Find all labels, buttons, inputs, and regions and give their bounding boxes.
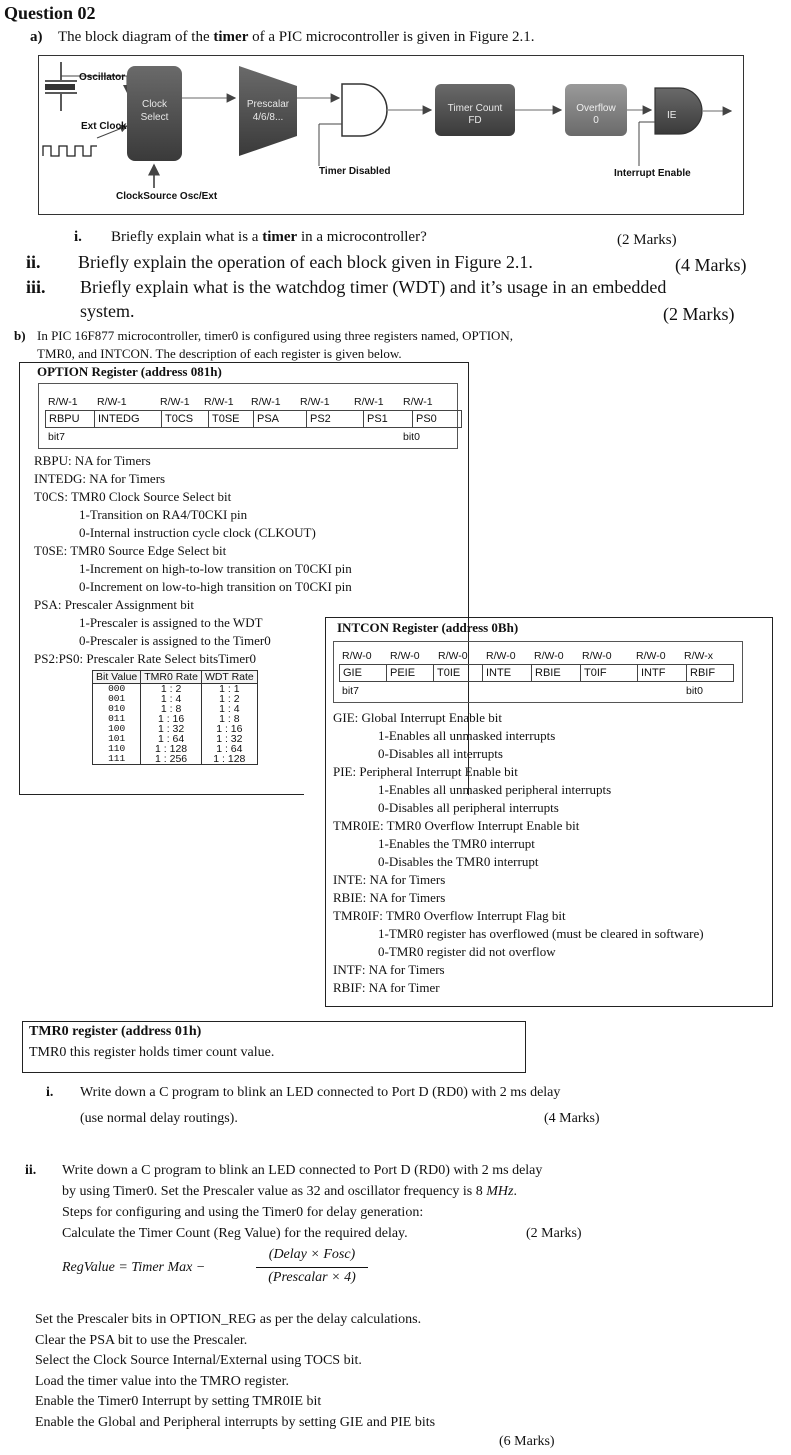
option-bit-cell-psa: PSA xyxy=(254,411,307,428)
prescaler-table-body xyxy=(93,684,258,765)
intcon-rw-label: R/W-x xyxy=(684,650,713,662)
intcon-rw-label: R/W-0 xyxy=(486,650,516,662)
q-a-i-number: i. xyxy=(74,229,82,245)
option-bit-table xyxy=(45,410,462,428)
label-ext-clock: Ext Clock xyxy=(81,121,127,132)
prescaler-table-cell: 101 xyxy=(93,734,141,744)
prescaler-table-cell: 1 : 64 xyxy=(141,734,202,744)
label-timer-count: Timer Count FD xyxy=(447,103,503,126)
option-desc-line: 1-Prescaler is assigned to the WDT xyxy=(79,615,263,630)
question-title: Question 02 xyxy=(4,3,96,23)
prescaler-table-cell: 1 : 64 xyxy=(201,744,257,754)
part-a-label: a) xyxy=(30,29,43,45)
option-desc-line: PSA: Prescaler Assignment bit xyxy=(34,597,194,612)
option-desc-line: PS2:PS0: Prescaler Rate Select bitsTimer0 xyxy=(34,651,256,666)
option-bit-cell-ps2: PS2 xyxy=(307,411,364,428)
intcon-desc-line: 0-Disables all interrupts xyxy=(378,746,503,761)
option-desc-line: 0-Internal instruction cycle clock (CLKOUT) xyxy=(79,525,316,540)
label-prescalar: Prescalar 4/6/8... xyxy=(246,99,290,123)
and-gate-interrupt-enable xyxy=(655,88,702,134)
q-b-i-text-2: (use normal delay routings). xyxy=(80,1111,238,1126)
prescaler-table-cell: 110 xyxy=(93,744,141,754)
option-bit7-label: bit7 xyxy=(48,431,65,443)
prescaler-table-cell: 1 : 16 xyxy=(141,714,202,724)
intcon-rw-label: R/W-0 xyxy=(438,650,468,662)
label-oscillator: Oscillator xyxy=(79,72,126,83)
prescaler-header-cell: Bit Value xyxy=(93,671,141,684)
formula-denominator: (Prescalar × 4) xyxy=(268,1270,356,1285)
q-a-iii-text-1: Briefly explain what is the watchdog timer (WDT) and it’s usage in an embedded xyxy=(80,277,667,297)
intcon-bit-table xyxy=(339,664,734,682)
intcon-bit-cell-gie: GIE xyxy=(340,665,387,682)
intcon-desc-line: INTE: NA for Timers xyxy=(333,872,446,887)
intcon-bit7-label: bit7 xyxy=(342,685,359,697)
option-bit-cell-t0se: T0SE xyxy=(209,411,254,428)
intcon-rw-label: R/W-0 xyxy=(390,650,420,662)
q-b-ii-marks-calc: (2 Marks) xyxy=(526,1226,582,1241)
q-b-ii-number: ii. xyxy=(25,1163,37,1178)
intcon-register-title: INTCON Register (address 0Bh) xyxy=(337,620,519,635)
q-b-ii-text-2: by using Timer0. Set the Prescaler value as 32 and oscillator frequency is 8 MHz. xyxy=(62,1184,517,1199)
q-b-ii-marks-final: (6 Marks) xyxy=(499,1434,555,1449)
q-a-i-marks: (2 Marks) xyxy=(617,232,677,248)
prescaler-table-cell: 1 : 4 xyxy=(141,694,202,704)
timer0-step-line: Load the timer value into the TMRO register. xyxy=(35,1373,290,1389)
timer0-step-line: Select the Clock Source Internal/External using TOCS bit. xyxy=(35,1353,362,1368)
intcon-bit0-label: bit0 xyxy=(686,685,703,697)
intcon-desc-line: 1-TMR0 register has overflowed (must be cleared in software) xyxy=(378,926,704,941)
diagram-svg xyxy=(39,56,742,213)
timer0-step-line: Set the Prescaler bits in OPTION_REG as per the delay calculations. xyxy=(35,1312,422,1327)
option-bit-row xyxy=(46,411,462,428)
prescaler-table-cell: 1 : 32 xyxy=(141,724,202,734)
q-b-ii-text-1: Write down a C program to blink an LED connected to Port D (RD0) with 2 ms delay xyxy=(62,1163,543,1178)
prescaler-rate-table xyxy=(92,670,258,765)
intcon-rw-label: R/W-0 xyxy=(342,650,372,662)
intcon-desc-line: INTF: NA for Timers xyxy=(333,962,445,977)
intcon-desc-line: TMR0IE: TMR0 Overflow Interrupt Enable bit xyxy=(333,818,580,833)
option-register-title: OPTION Register (address 081h) xyxy=(37,364,222,379)
timer0-step-line: Enable the Global and Peripheral interrupts by setting GIE and PIE bits xyxy=(35,1414,436,1430)
formula-lhs: RegValue = Timer Max − xyxy=(62,1260,206,1275)
label-ie: IE xyxy=(667,110,677,121)
prescaler-table-cell: 111 xyxy=(93,754,141,765)
intcon-bit-cell-t0ie: T0IE xyxy=(434,665,483,682)
q-b-ii-text-4: Calculate the Timer Count (Reg Value) for the required delay. xyxy=(62,1226,408,1241)
formula-fraction-bar xyxy=(256,1267,368,1268)
q-a-ii-text: Briefly explain the operation of each block given in Figure 2.1. xyxy=(78,252,533,272)
label-clock-select: Clock Select xyxy=(140,99,169,123)
option-desc-line: RBPU: NA for Timers xyxy=(34,453,151,468)
q-a-iii-marks: (2 Marks) xyxy=(663,304,735,324)
prescaler-table-cell: 1 : 128 xyxy=(201,754,257,765)
prescaler-table-cell: 000 xyxy=(93,684,141,695)
intcon-desc-line: 0-Disables the TMR0 interrupt xyxy=(378,854,539,869)
intcon-desc-line: TMR0IF: TMR0 Overflow Interrupt Flag bit xyxy=(333,908,566,923)
option-bit-cell-rbpu: RBPU xyxy=(46,411,95,428)
prescaler-table-cell: 1 : 8 xyxy=(201,714,257,724)
prescaler-table-cell: 1 : 128 xyxy=(141,744,202,754)
intcon-bit-row xyxy=(340,665,734,682)
intcon-desc-line: GIE: Global Interrupt Enable bit xyxy=(333,710,502,725)
formula-numerator: (Delay × Fosc) xyxy=(268,1247,356,1262)
label-overflow: Overflow 0 xyxy=(576,103,616,126)
prescaler-table-row xyxy=(93,754,258,765)
option-desc-line: T0SE: TMR0 Source Edge Select bit xyxy=(34,543,227,558)
prescaler-table-cell: 001 xyxy=(93,694,141,704)
option-rw-label: R/W-1 xyxy=(403,396,433,408)
part-b-label: b) xyxy=(14,328,26,343)
intcon-rw-label: R/W-0 xyxy=(534,650,564,662)
part-a-intro: The block diagram of the timer of a PIC microcontroller is given in Figure 2.1. xyxy=(58,29,535,45)
part-b-intro-2: TMR0, and INTCON. The description of each register is given below. xyxy=(37,346,402,361)
intcon-bit-cell-inte: INTE xyxy=(483,665,532,682)
q-a-iii-number: iii. xyxy=(26,277,46,297)
timer0-step-line: Enable the Timer0 Interrupt by setting TMR0IE bit xyxy=(35,1394,322,1409)
prescaler-table-cell: 1 : 8 xyxy=(141,704,202,714)
intcon-desc-line: 1-Enables all unmasked interrupts xyxy=(378,728,556,743)
option-bit-cell-ps0: PS0 xyxy=(413,411,462,428)
option-desc-line: INTEDG: NA for Timers xyxy=(34,471,166,486)
intcon-desc-line: RBIF: NA for Timer xyxy=(333,980,440,995)
q-b-i-text-1: Write down a C program to blink an LED connected to Port D (RD0) with 2 ms delay xyxy=(80,1085,561,1100)
option-bit-cell-t0cs: T0CS xyxy=(162,411,209,428)
intcon-rw-label: R/W-0 xyxy=(636,650,666,662)
intcon-bit-cell-t0if: T0IF xyxy=(581,665,638,682)
intcon-desc-line: 1-Enables the TMR0 interrupt xyxy=(378,836,535,851)
prescaler-table-cell: 1 : 32 xyxy=(201,734,257,744)
option-rw-label: R/W-1 xyxy=(160,396,190,408)
option-desc-line: 1-Increment on high-to-low transition on T0CKI pin xyxy=(79,561,352,576)
intcon-desc-line: 1-Enables all unmasked peripheral interrupts xyxy=(378,782,612,797)
q-b-i-marks: (4 Marks) xyxy=(544,1111,600,1126)
part-b-intro-1: In PIC 16F877 microcontroller, timer0 is configured using three registers named, OPTION, xyxy=(37,328,514,343)
intcon-rw-label: R/W-0 xyxy=(582,650,612,662)
option-rw-label: R/W-1 xyxy=(251,396,281,408)
prescaler-table-cell: 100 xyxy=(93,724,141,734)
q-b-i-number: i. xyxy=(46,1085,54,1100)
q-a-ii-number: ii. xyxy=(26,252,41,272)
and-gate-timer-enable xyxy=(342,84,387,136)
figure-2-1-block-diagram xyxy=(38,55,744,215)
intcon-bit-cell-peie: PEIE xyxy=(387,665,434,682)
tmr0-register-title: TMR0 register (address 01h) xyxy=(29,1024,202,1039)
prescaler-table-cell: 1 : 2 xyxy=(201,694,257,704)
option-rw-label: R/W-1 xyxy=(204,396,234,408)
prescaler-table-header xyxy=(93,671,258,684)
option-desc-line: 0-Increment on low-to-high transition on T0CKI pin xyxy=(79,579,352,594)
option-rw-label: R/W-1 xyxy=(354,396,384,408)
intcon-bit-cell-intf: INTF xyxy=(638,665,687,682)
prescaler-table-cell: 1 : 256 xyxy=(141,754,202,765)
q-a-ii-marks: (4 Marks) xyxy=(675,255,747,275)
option-desc-line: 1-Transition on RA4/T0CKI pin xyxy=(79,507,248,522)
prescaler-table-cell: 1 : 16 xyxy=(201,724,257,734)
q-a-i-text: Briefly explain what is a timer in a microcontroller? xyxy=(111,229,427,245)
option-bit-cell-intedg: INTEDG xyxy=(95,411,162,428)
label-interrupt-enable: Interrupt Enable xyxy=(614,168,691,179)
prescaler-header-cell: TMR0 Rate xyxy=(141,671,202,684)
intcon-desc-line: 0-Disables all peripheral interrupts xyxy=(378,800,559,815)
option-rw-label: R/W-1 xyxy=(300,396,330,408)
prescaler-table-cell: 010 xyxy=(93,704,141,714)
intcon-desc-line: 0-TMR0 register did not overflow xyxy=(378,944,556,959)
option-bit0-label: bit0 xyxy=(403,431,420,443)
prescaler-table-cell: 1 : 2 xyxy=(141,684,202,695)
intcon-bit-cell-rbie: RBIE xyxy=(532,665,581,682)
option-desc-line: 0-Prescaler is assigned to the Timer0 xyxy=(79,633,271,648)
option-rw-label: R/W-1 xyxy=(48,396,78,408)
option-rw-label: R/W-1 xyxy=(97,396,127,408)
intcon-desc-line: PIE: Peripheral Interrupt Enable bit xyxy=(333,764,518,779)
option-desc-line: T0CS: TMR0 Clock Source Select bit xyxy=(34,489,232,504)
intcon-bit-cell-rbif: RBIF xyxy=(687,665,734,682)
prescaler-header-cell: WDT Rate xyxy=(201,671,257,684)
prescaler-table-cell: 011 xyxy=(93,714,141,724)
prescaler-table-cell: 1 : 4 xyxy=(201,704,257,714)
intcon-desc-line: RBIE: NA for Timers xyxy=(333,890,446,905)
q-a-iii-text-2: system. xyxy=(80,301,135,321)
q-b-ii-text-3: Steps for configuring and using the Timer0 for delay generation: xyxy=(62,1205,424,1220)
label-clocksource: ClockSource Osc/Ext xyxy=(116,191,218,202)
prescaler-table-cell: 1 : 1 xyxy=(201,684,257,695)
oscillator-symbol-icon xyxy=(45,62,127,111)
label-timer-disabled: Timer Disabled xyxy=(319,166,391,177)
timer0-step-line: Clear the PSA bit to use the Prescaler. xyxy=(35,1332,248,1348)
option-bit-cell-ps1: PS1 xyxy=(364,411,413,428)
tmr0-register-desc: TMR0 this register holds timer count value. xyxy=(29,1045,275,1060)
option-box-bottom-line xyxy=(19,794,304,795)
